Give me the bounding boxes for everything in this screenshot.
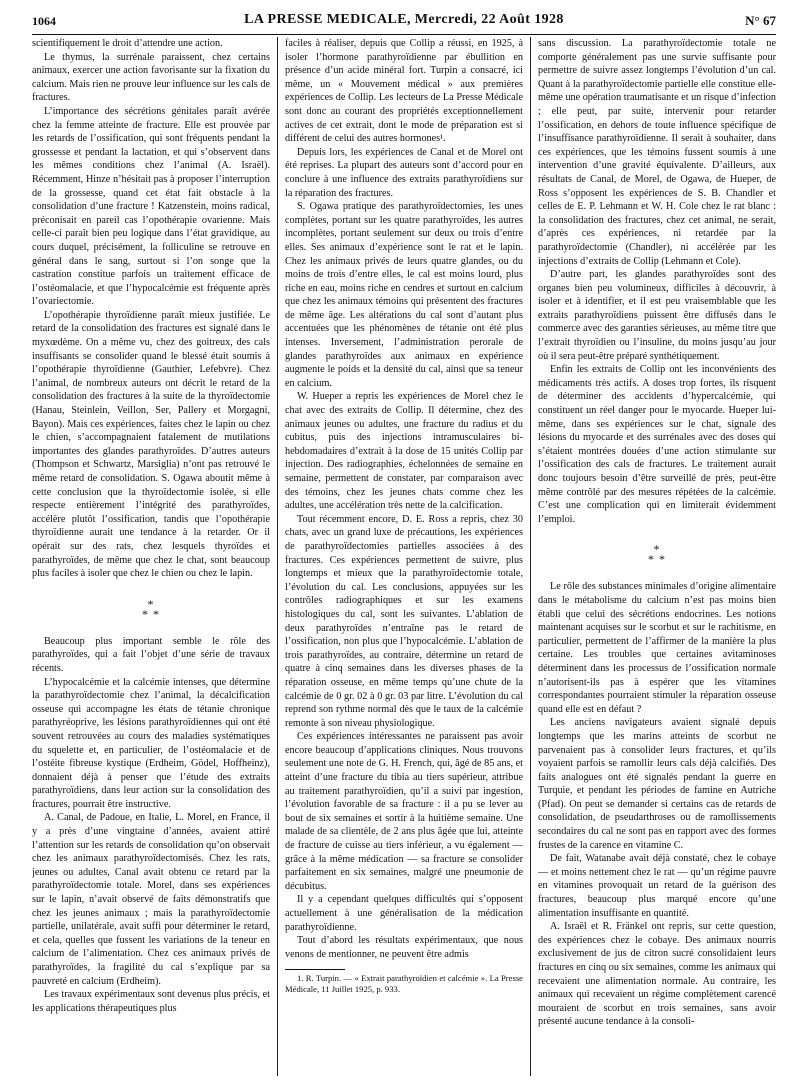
paragraph: L’opothérapie thyroïdienne paraît mieux justifiée. Le retard de la consolidation des fractures est signalé dans le myxœdème. On a même vu, chez des goitreux, des cals insuffisants se consolider quand le blessé était soumis à l’opothérapie thyroïdienne (Gauthier, Lefebvre). Chez l’animal, de nombreux auteurs ont décrit le retard de la consolidation des fractures à la suite de la thyroïdectomie (Hanau, Steinlein, Veillon, Ser, Pallery et Morgagni, Bayon). Mais ces expériences, faites chez le lapin ou chez le chien, s’accompagnaient fatalement de mutilations importantes des glandes parathyroïdes. D’autres auteurs (Thompson et Schwartz, Marsiglia) n’ont pas retrouvé le même retard de consolidation. S. Ogawa aboutit même à cette conclusion que la thyroïdectomie isolée, si elle respecte entièrement l’intégrité des parathyroïdes, accélère plutôt l’ossification, tandis que l’opothérapie thyroïdienne aurait une tendance à la retarder. Or il opérait sur des rats, chez lesquels thyroïdes et parathyroïdes, de même que chez le chat, sont beaucoup plus faciles à isoler que chez le chien ou chez le lapin.: [32, 309, 270, 580]
paragraph: W. Hueper a repris les expériences de Morel chez le chat avec des extraits de Collip. Il détermine, chez des animaux jeunes ou adultes, une fracture du radius et du cubitus, puis des injections intramusculaires bi-hebdomadaires d’extrait à la dose de 15 unités Collip par injection. Des radiographies, échelonnées de semaine en semaine, permettent de constater, par comparaison avec des témoins, chez les jeunes chats comme chez les adultes, une accélération très nette de la calcification.: [285, 391, 523, 512]
column-divider: [530, 37, 531, 1076]
paragraph: Il y a cependant quelques difficultés qui s’opposent actuellement à une généralisation de la médication parathyroïdienne.: [285, 894, 523, 933]
paragraph: De fait, Watanabe avait déjà constaté, chez le cobaye — et moins nettement chez le rat — qu’un régime pauvre en vitamines provoquait un retard de la guérison des fractures, beaucoup plus marqué encore qu’une alimentation insuffisante en quantité.: [538, 853, 776, 919]
paragraph: Le thymus, la surrénale paraissent, chez certains animaux, exercer une action favorisante sur la fixation du calcium. Mais rien ne prouve leur influence sur les cals de fractures.: [32, 51, 270, 104]
paragraph: Le rôle des substances minimales d’origine alimentaire dans le métabolisme du calcium n’est pas moins bien établi que celui des sécrétions endocrines. Les notions maintenant acquises sur le scorbut et sur le rachitisme, en particulier, permettent de l’affirmer de la manière la plus certaine. Les troubles que certaines avitaminoses déterminent dans les processus de l’ossification normale n’autorisent-ils pas à espérer que les vitamines correspondantes pourraient stimuler la réparation osseuse quand elle est en défaut ?: [538, 581, 776, 715]
paragraph: Les anciens navigateurs avaient signalé depuis longtemps que les marins atteints de scorbut ne parvenaient pas à consolider leurs fractures, et qu’ils voyaient parfois se ramollir leurs cals déjà calcifiés. Des faits analogues ont été signalés pendant la guerre en Turquie, et pendant les périodes de famine en Autriche (Pfad). On peut se demander si certains cas de retards de consolidation, de pseudarthroses ou de ramollissements secondaires du cal ne sont pas en rapport avec des formes frustes de la carence en vitamine C.: [538, 717, 776, 851]
paragraph: Tout d’abord les résultats expérimentaux, que nous venons de mentionner, ne peuvent être admis: [285, 935, 523, 960]
section-separator-asterism: * * *: [648, 542, 666, 567]
column-divider: [277, 37, 278, 1076]
page-number: 1064: [32, 14, 56, 28]
paragraph: A. Israël et R. Fränkel ont repris, sur cette question, des expériences chez le cobaye. Des animaux nourris exclusivement de jus de citron sucré consolidaient leurs fractures en cinq ou six semaines, comme les animaux qui recevaient une alimentation normale. Au contraire, les animaux qui recevaient un régime complètement carencé mouraient de scorbut en trois semaines, sans avoir présenté aucune tendance à la consoli-: [538, 921, 776, 1028]
paragraph: Tout récemment encore, D. E. Ross a repris, chez 30 chats, avec un grand luxe de précautions, les expériences de parathyroïdectomies partielles associées à des fractures. Ces expériences permettent de suivre, plus longtemps et mieux que la parathyroïdectomie totale, l’évolution du cal. Les conclusions, appuyées sur les contrôles radiographiques et sur les examens histologiques du cal, sont les suivantes. L’ablation de deux parathyroïdes n’entraîne pas le retard de l’ossification, non plus que l’hypocalcémie. L’ablation de trois parathyroïdes, au contraire, détermine un retard de quatre à cinq semaines dans les diverses phases de la réparation osseuse, en même temps qu’une chute de la calcémie de 0 gr. 02 à 0 gr. 03 par litre. L’évolution du cal reprend son rythme normal dès que le taux de la calcémie remonte à son niveau physiologique.: [285, 513, 523, 729]
paragraph: L’hypocalcémie et la calcémie intenses, que détermine la parathyroïdectomie chez l’animal, la décalcification osseuse qui accompagne les états de tétanie chronique parathyréoprive, les lésions parathyroïdiennes qui ont été souvent retrouvées au cours des maladies systématiques du squelette et, en particulier, de l’ostéomalacie et de l’ostéite fibreuse kystique (Erdheim, Gödel, Hoffheinz), donnaient déjà à penser que l’étude des extraits parathyroïdiens, dans leur action sur la consolidation des fractures, pourrait être instructive.: [32, 676, 270, 810]
column-2: [285, 37, 523, 1076]
paragraph: Enfin les extraits de Collip ont les inconvénients des médicaments très actifs. A doses trop fortes, ils risquent de déterminer des accidents d’hypercalcémie, qui constituent un réel danger pour le myocarde. Hueper lui-même, dans ses expériences sur le chat, signale des lésions du myocarde et des surrénales avec des doses qui s’étaient montrées douées d’une action stimulante sur l’ossification des cals de fractures. Le traitement aurait donc toujours besoin d’être surveillé de près, peut-être même contrôlé par des mesures répétées de la calcémie. C’est une complication qui en limiterait évidemment l’emploi.: [538, 364, 776, 525]
paragraph: L’importance des sécrétions génitales paraît avérée chez la femme atteinte de fracture. Elle est prouvée par les retards de l’ossification, qui sont fréquents pendant la grossesse et pendant la lactation, et qui s’observent dans les mêmes conditions chez l’animal (A. Israël). Récemment, Hinze n’hésitait pas à proposer l’interruption de la grossesse, quand cet état fait obstacle à la consolidation d’une fracture ! Katzenstein, moins radical, préconisait en pareil cas l’opothérapie ovarienne. Mais celle-ci paraît bien peu logique dans l’état gravidique, au cours duquel, précisément, la folliculine se retrouve en général dans le sang, surtout si l’on songe que la castration constitue parfois un traitement efficace de l’ostéomalacie, et que l’hypocalcémie est fréquente après l’ovariectomie.: [32, 105, 270, 308]
text-columns: [32, 37, 776, 1076]
paragraph: faciles à réaliser, depuis que Collip a réussi, en 1925, à isoler l’hormone parathyroïdienne par ébullition en présence d’un acide minéral fort. Turpin a consacré, ici même, un « Mouvement médical » aux premières expériences de Collip. Les lecteurs de La Presse Médicale sont donc au courant des propriétés exceptionnellement actives de cet extrait, dont le mode de préparation est si différent de celui des autres hormones¹.: [285, 38, 523, 145]
paragraph: A. Canal, de Padoue, en Italie, L. Morel, en France, il y a près d’une vingtaine d’années, avaient attiré l’attention sur les retards de consolidation qu’on observait chez les animaux parathyroïdectomisés. Chez les rats, jeunes ou adultes, Canal avait obtenu ce retard par la parathyroïdectomie totale. Morel, dans ses expériences sur le lapin, n’avait observé de faits démonstratifs que chez les jeunes animaux ; mais la parathyroïdectomie partielle, unilatérale, avait suffi pour déterminer le retard, et cela, quelles que fussent les variations de la teneur en calcium de l’alimentation. Chez ces animaux privés de parathyroïdes, la fragilité du cal s’explique par sa pauvreté en calcium (Erdheim).: [32, 812, 270, 987]
column-3: [538, 37, 776, 1076]
paragraph: Ces expériences intéressantes ne paraissent pas avoir encore beaucoup d’applications cliniques. Nous trouvons seulement une note de G. H. French, qui, âgé de 85 ans, et atteint d’une fracture du tibia au tiers supérieur, attribue au traitement parathyroïdien, qu’il a suivi par ingestion, l’évolution favorable de sa fracture : il a pu se lever au bout de six semaines et sortir à la huitième semaine. Une malade de sa clientèle, de 2 ans plus âgée que lui, atteinte de fracture de cuisse au tiers inférieur, a vu également — grâce à la même médication — sa fracture se consolider parfaitement en six semaines, malgré une pneumonie de décubitus.: [285, 731, 523, 892]
footnote: 1. R. Turpin. — « Extrait parathyroïdien et calcémie ». La Presse Médicale, 11 Juillet 1925, p. 933.: [285, 973, 523, 995]
paragraph: Les travaux expérimentaux sont devenus plus précis, et les applications thérapeutiques plus: [32, 989, 270, 1014]
footnote-rule: [285, 969, 345, 970]
paragraph: scientifiquement le droit d’attendre une action.: [32, 38, 223, 49]
section-separator-asterism: * * *: [142, 596, 160, 621]
issue-number: N° 67: [745, 13, 776, 28]
running-head: LA PRESSE MEDICALE, Mercredi, 22 Août 1928: [244, 12, 564, 27]
page-header: [32, 4, 776, 35]
paragraph: D’autre part, les glandes parathyroïdes sont des organes bien peu volumineux, difficiles à découvrir, à isoler et à identifier, et il est peu vraisemblable que les extraits parathyroïdiens puissent être diffusés dans le commerce avec des garanties sérieuses, au même titre que l’extrait thyroïdien ou l’insuline, du moins jusqu’au jour où il sera peut-être préparé synthétiquement.: [538, 269, 776, 362]
paragraph: sans discussion. La parathyroïdectomie totale ne comporte généralement pas une survie suffisante pour permettre de suivre assez longtemps l’évolution d’un cal. Quant à la parathyroïdectomie partielle elle constitue elle-même une opération traumatisante et un risque d’infection ; elle peut, par suite, intervenir pour retarder l’ossification, en dehors de toute influence spécifique de l’insuffisance parathyroïdienne. Il serait à souhaiter, dans ces expériences, que les témoins fussent soumis à une intervention d’une gravité équivalente. D’ailleurs, aux résultats de Canal, de Morel, de Ogawa, de Hueper, de Ross s’opposent les expériences de S. B. Chandler et celles de E. P. Lehmann et W. H. Cole chez le rat blanc : la consolidation des fractures, chez cet animal, ne serait, d’après ces expériences, ni retardée par la parathyroïdectomie (Chandler), ni accélérée par les injections d’extraits de Collip (Lehmann et Cole).: [538, 38, 776, 267]
paragraph: S. Ogawa pratique des parathyroïdectomies, les unes complètes, portant sur les quatre parathyroïdes, les autres incomplètes, portant seulement sur deux ou trois d’entre elles. Ses animaux d’expérience sont le rat et le lapin. Chez les animaux privés de leurs quatre glandes, ou du moins de trois d’entre elles, le cal est moins lourd, plus riche en eau, moins riche en cendres et surtout en calcium que chez les animaux témoins qui présentent des fractures de même âge. Les altérations du cal sont d’autant plus accentuées que les phénomènes de tétanie ont été plus intenses. Inversement, l’administration perorale de glandes parathyroïdes aux animaux en expérience augmente le poids et la densité du cal, ainsi que sa teneur en calcium.: [285, 201, 523, 389]
paragraph: Depuis lors, les expériences de Canal et de Morel ont été reprises. La plupart des auteurs sont d’accord pour en conclure à une influence des extraits parathyroïdiens sur la réparation des fractures.: [285, 146, 523, 199]
column-1: [32, 37, 270, 1076]
paragraph: Beaucoup plus important semble le rôle des parathyroïdes, qui a fait l’objet d’une série de travaux récents.: [32, 635, 270, 674]
